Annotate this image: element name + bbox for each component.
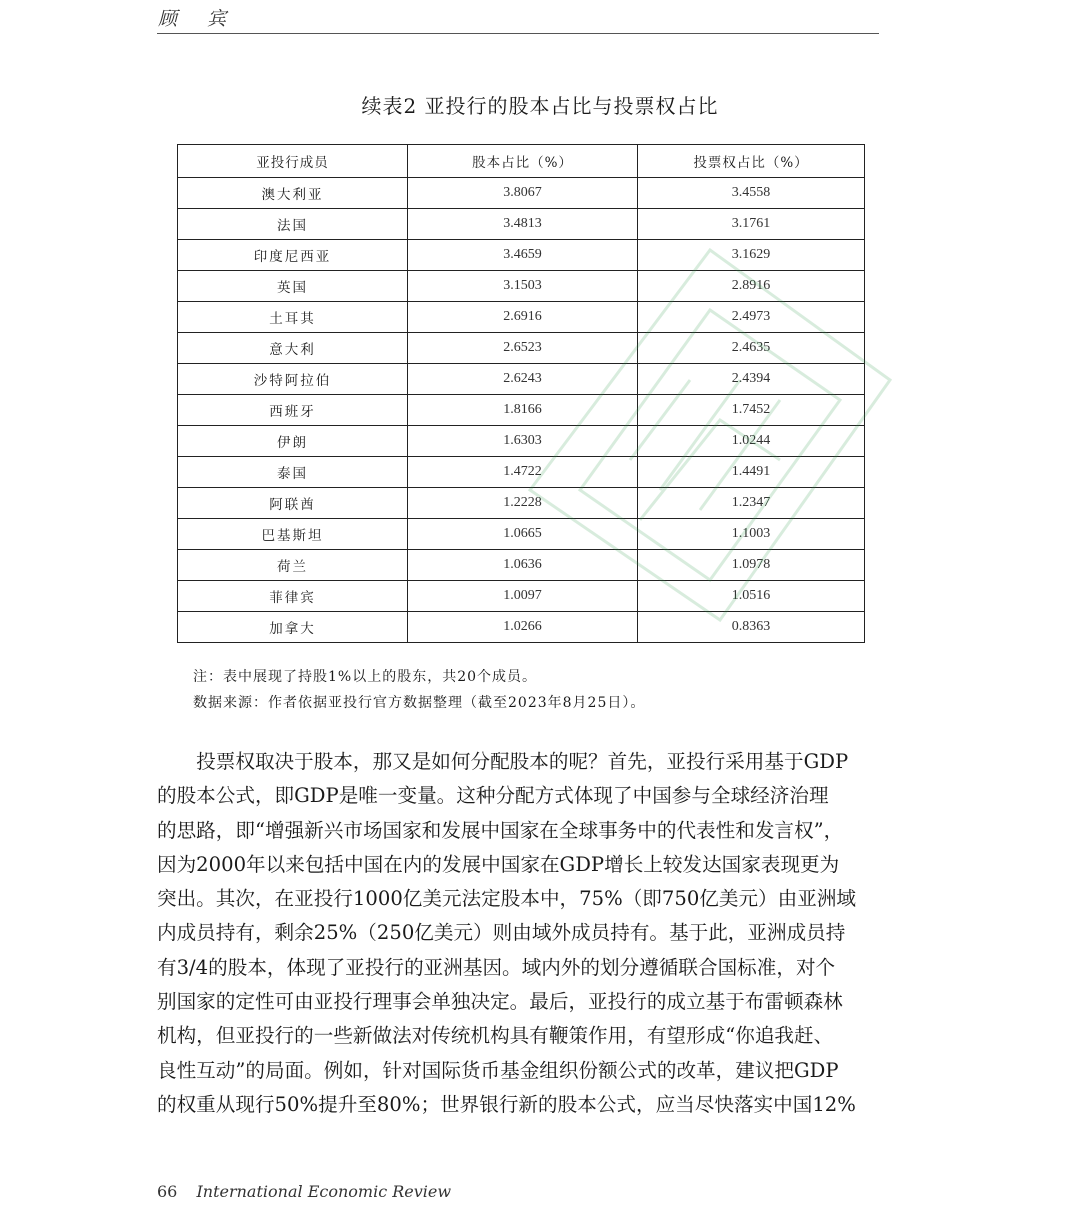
cell-member: 意大利 xyxy=(178,333,408,364)
table-row xyxy=(178,519,865,550)
body-line: 投票权取决于股本，那又是如何分配股本的呢？首先，亚投行采用基于GDP xyxy=(157,750,849,773)
cell-member: 阿联酋 xyxy=(178,488,408,519)
cell-vote: 1.0244 xyxy=(638,426,865,457)
cell-share: 1.8166 xyxy=(408,395,638,426)
cell-member: 澳大利亚 xyxy=(178,178,408,209)
body-paragraph xyxy=(157,745,885,1122)
cell-vote: 1.0978 xyxy=(638,550,865,581)
table-row xyxy=(178,488,865,519)
body-line: 有3/4的股本，体现了亚投行的亚洲基因。域内外的划分遵循联合国标准，对个 xyxy=(157,955,836,979)
body-line: 别国家的定性可由亚投行理事会单独决定。最后，亚投行的成立基于布雷顿森林 xyxy=(157,990,843,1014)
cell-vote: 1.7452 xyxy=(638,395,865,426)
cell-member: 巴基斯坦 xyxy=(178,519,408,550)
cell-share: 2.6916 xyxy=(408,302,638,333)
cell-member: 泰国 xyxy=(178,457,408,488)
cell-vote: 3.1629 xyxy=(638,240,865,271)
table-source: 数据来源：作者依据亚投行官方数据整理（截至2023年8月25日）。 xyxy=(193,695,646,711)
cell-member: 菲律宾 xyxy=(178,581,408,612)
body-line: 因为2000年以来包括中国在内的发展中国家在GDP增长上较发达国家表现更为 xyxy=(157,852,840,876)
table-header-row xyxy=(178,145,865,178)
table-row xyxy=(178,550,865,581)
body-line: 的权重从现行50%提升至80%；世界银行新的股本公式，应当尽快落实中国12% xyxy=(157,1092,856,1116)
table-row xyxy=(178,302,865,333)
body-line: 突出。其次，在亚投行1000亿美元法定股本中，75%（即750亿美元）由亚洲域 xyxy=(157,887,857,911)
cell-share: 3.4659 xyxy=(408,240,638,271)
cell-share: 1.2228 xyxy=(408,488,638,519)
cell-vote: 3.4558 xyxy=(638,178,865,209)
page-footer xyxy=(157,1182,451,1201)
cell-member: 法国 xyxy=(178,209,408,240)
table-row xyxy=(178,271,865,302)
body-line: 良性互动”的局面。例如，针对国际货币基金组织份额公式的改革，建议把GDP xyxy=(157,1058,839,1082)
cell-share: 3.1503 xyxy=(408,271,638,302)
cell-vote: 2.4635 xyxy=(638,333,865,364)
body-line: 的股本公式，即GDP是唯一变量。这种分配方式体现了中国参与全球经济治理 xyxy=(157,784,829,808)
table-caption: 续表2 亚投行的股本占比与投票权占比 xyxy=(361,94,719,118)
cell-vote: 2.4973 xyxy=(638,302,865,333)
running-head: 顾 宾 xyxy=(158,8,239,30)
table-row xyxy=(178,612,865,643)
cell-share: 1.0665 xyxy=(408,519,638,550)
cell-vote: 1.1003 xyxy=(638,519,865,550)
table-row xyxy=(178,333,865,364)
cell-share: 2.6523 xyxy=(408,333,638,364)
table-row xyxy=(178,364,865,395)
cell-share: 1.6303 xyxy=(408,426,638,457)
cell-member: 沙特阿拉伯 xyxy=(178,364,408,395)
cell-share: 1.4722 xyxy=(408,457,638,488)
cell-member: 荷兰 xyxy=(178,550,408,581)
table-note: 注：表中展现了持股1%以上的股东，共20个成员。 xyxy=(193,669,538,685)
cell-vote: 2.4394 xyxy=(638,364,865,395)
page-number: 66 xyxy=(157,1182,178,1201)
cell-share: 2.6243 xyxy=(408,364,638,395)
cell-member: 西班牙 xyxy=(178,395,408,426)
table-notes xyxy=(193,664,645,716)
table-body xyxy=(178,178,865,643)
cell-vote: 1.4491 xyxy=(638,457,865,488)
column-header-member: 亚投行成员 xyxy=(178,145,408,178)
table-row xyxy=(178,240,865,271)
cell-share: 3.4813 xyxy=(408,209,638,240)
cell-member: 土耳其 xyxy=(178,302,408,333)
journal-name: International Economic Review xyxy=(196,1182,452,1201)
table-row xyxy=(178,209,865,240)
cell-vote: 0.8363 xyxy=(638,612,865,643)
cell-vote: 1.0516 xyxy=(638,581,865,612)
table-row xyxy=(178,457,865,488)
body-line: 机构，但亚投行的一些新做法对传统机构具有鞭策作用，有望形成“你追我赶、 xyxy=(157,1024,834,1048)
header-rule xyxy=(157,33,879,34)
cell-share: 1.0266 xyxy=(408,612,638,643)
cell-share: 3.8067 xyxy=(408,178,638,209)
body-line: 内成员持有，剩余25%（250亿美元）则由域外成员持有。基于此，亚洲成员持 xyxy=(157,921,846,945)
cell-member: 印度尼西亚 xyxy=(178,240,408,271)
body-line: 的思路，即“增强新兴市场国家和发展中国家在全球事务中的代表性和发言权”， xyxy=(157,818,844,842)
cell-member: 伊朗 xyxy=(178,426,408,457)
cell-vote: 3.1761 xyxy=(638,209,865,240)
cell-share: 1.0097 xyxy=(408,581,638,612)
data-table xyxy=(177,144,865,643)
table-row xyxy=(178,178,865,209)
cell-member: 加拿大 xyxy=(178,612,408,643)
cell-share: 1.0636 xyxy=(408,550,638,581)
table-row xyxy=(178,581,865,612)
column-header-share: 股本占比（%） xyxy=(408,145,638,178)
cell-vote: 1.2347 xyxy=(638,488,865,519)
column-header-vote: 投票权占比（%） xyxy=(638,145,865,178)
cell-vote: 2.8916 xyxy=(638,271,865,302)
table-row xyxy=(178,395,865,426)
cell-member: 英国 xyxy=(178,271,408,302)
table-row xyxy=(178,426,865,457)
